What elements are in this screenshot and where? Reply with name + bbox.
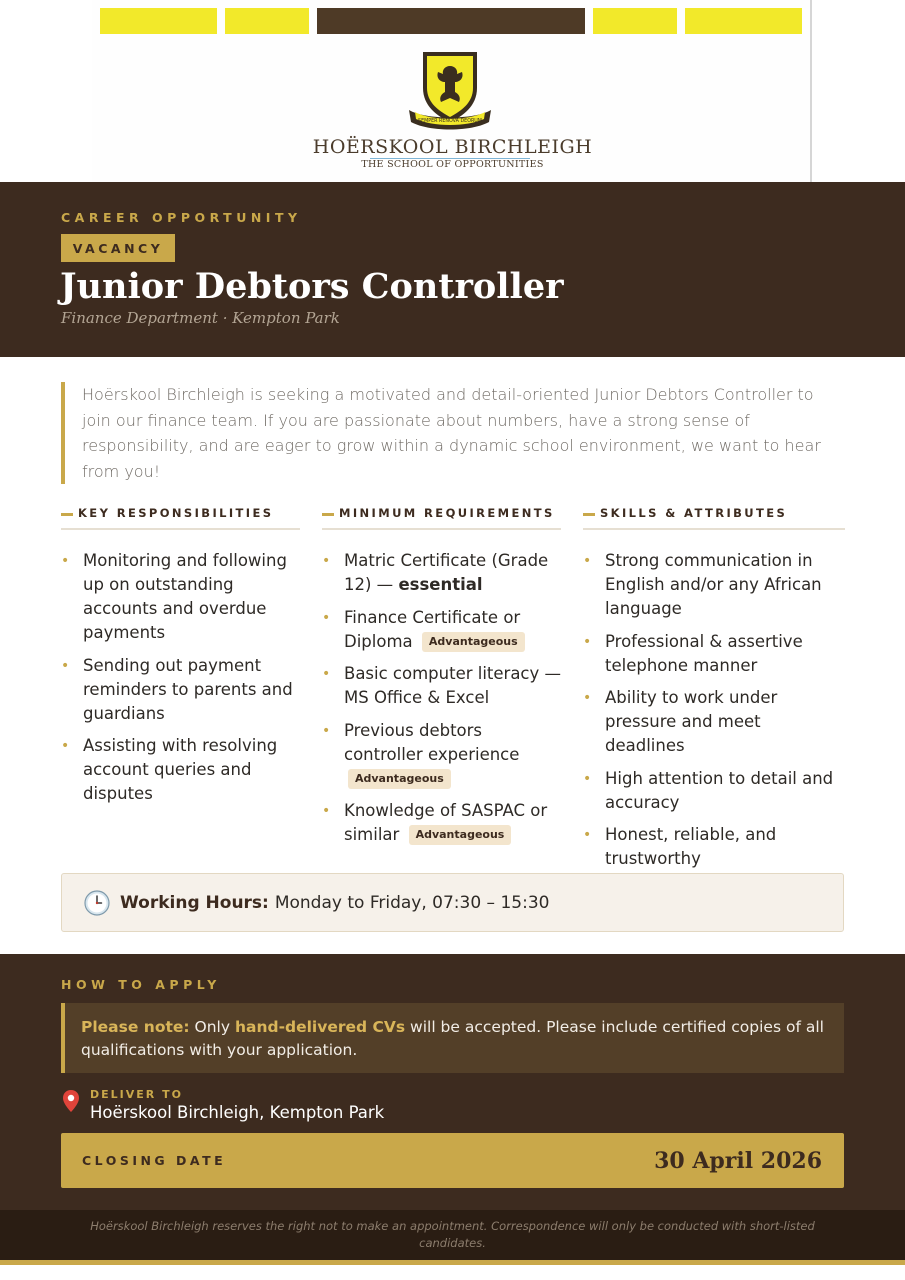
closing-date-bar: [61, 1133, 844, 1188]
school-banner: [0, 0, 905, 182]
list-item: [61, 654, 300, 726]
list-item-text: Monitoring and following up on outstanding accounts and overdue payments: [83, 551, 287, 642]
list-item-text: Basic computer literacy — MS Office & Excel: [344, 664, 562, 707]
bullet: •: [322, 722, 331, 739]
column-heading-text: KEY RESPONSIBILITIES: [78, 506, 274, 520]
list-item-text: Professional & assertive telephone manner: [605, 631, 803, 675]
list-item: [583, 686, 845, 758]
hero-eyebrow: CAREER OPPORTUNITY: [61, 210, 302, 225]
bullet: •: [322, 553, 331, 569]
bullet: •: [583, 770, 592, 787]
requirements-column: [322, 506, 561, 856]
banner-stripe: [685, 8, 802, 34]
list-item: [583, 630, 845, 678]
column-heading: [61, 506, 300, 530]
apply-eyebrow: HOW TO APPLY: [61, 977, 221, 992]
intro-paragraph: Hoërskool Birchleigh is seeking a motivated and detail-oriented Junior Debtors Controller to join our finance team. If you are passionate about numbers, have a strong sense of responsibility, and are eager to grow within a dynamic school environment, we want to hear from you!: [61, 382, 831, 484]
hero-section: [0, 182, 905, 357]
requirements-list: [322, 549, 561, 847]
banner-stripe: [225, 8, 309, 34]
heading-dash: [322, 513, 334, 516]
essential-label: essential: [398, 575, 483, 594]
list-item-text: Ability to work under pressure and meet deadlines: [605, 688, 778, 755]
note-mid: Only: [189, 1018, 235, 1036]
bullet: •: [583, 633, 592, 650]
bullet: •: [583, 827, 592, 843]
job-title: Junior Debtors Controller: [60, 266, 564, 307]
heading-dash: [583, 513, 595, 516]
crest-motto: SEMPER RENOVA DEORUM: [418, 119, 482, 124]
deliver-label: DELIVER TO: [90, 1088, 183, 1101]
working-hours-box: [61, 873, 844, 932]
map-pin-icon: [61, 1089, 81, 1113]
bullet: •: [322, 666, 331, 682]
list-item: [322, 662, 561, 710]
responsibilities-list: [61, 549, 300, 806]
advantageous-badge: Advantageous: [409, 825, 512, 845]
column-heading-text: MINIMUM REQUIREMENTS: [339, 506, 555, 520]
how-to-apply-section: [0, 954, 905, 1210]
list-item-text: Previous debtors controller experience: [344, 720, 520, 764]
bullet: •: [583, 690, 592, 706]
note-prefix: Please note:: [81, 1018, 190, 1036]
closing-date-label: CLOSING DATE: [82, 1153, 227, 1168]
deliver-address: Hoërskool Birchleigh, Kempton Park: [90, 1103, 385, 1122]
banner-stripe: [100, 8, 217, 34]
list-item: [61, 734, 300, 806]
bullet: •: [583, 553, 592, 569]
banner-stripe: [317, 8, 585, 34]
list-item-text: Honest, reliable, and trustworthy: [605, 825, 777, 868]
list-item: [322, 719, 561, 791]
list-item-text: Assisting with resolving account queries and disputes: [83, 736, 278, 803]
advantageous-badge: Advantageous: [348, 769, 451, 789]
bullet: •: [61, 738, 70, 754]
responsibilities-column: [61, 506, 300, 815]
list-item: [322, 549, 561, 597]
bullet: •: [322, 609, 331, 626]
column-heading: [322, 506, 561, 530]
vacancy-badge: VACANCY: [61, 234, 175, 262]
school-tagline: THE SCHOOL OF OPPORTUNITIES: [361, 159, 544, 170]
list-item-text: Knowledge of SASPAC or similar: [344, 801, 548, 844]
list-item: [583, 549, 845, 621]
deliver-to: [61, 1088, 384, 1122]
list-item: [322, 799, 561, 847]
note-rest: will be accepted. Please include certified copies of all qualifications with your application.: [81, 1018, 824, 1059]
bullet: •: [322, 803, 331, 819]
school-name: HOËRSKOOL BIRCHLEIGH: [312, 136, 593, 158]
footer-disclaimer: [0, 1210, 905, 1260]
list-item: [583, 823, 845, 871]
list-item-text: Matric Certificate (Grade 12) —: [344, 551, 549, 594]
column-heading: [583, 506, 845, 530]
list-item: [61, 549, 300, 645]
working-hours-value: Monday to Friday, 07:30 – 15:30: [274, 892, 550, 913]
skills-list: [583, 549, 845, 871]
list-item: [322, 606, 561, 654]
list-item-text: High attention to detail and accuracy: [605, 768, 834, 812]
heading-dash: [61, 513, 73, 516]
footer-text: Hoërskool Birchleigh reserves the right not to make an appointment. Correspondence will only be conducted with short-listed candidates.: [90, 1219, 815, 1250]
list-item-text: Sending out payment reminders to parents and guardians: [83, 655, 293, 723]
list-item-text: Strong communication in English and/or any African language: [605, 551, 822, 618]
clock-icon: [84, 890, 110, 916]
working-hours-label: Working Hours:: [120, 892, 269, 913]
job-subtitle: Finance Department · Kempton Park: [61, 309, 340, 327]
footer-gold-line: [0, 1260, 905, 1265]
list-item-text: Finance Certificate or Diploma: [344, 607, 521, 651]
skills-column: [583, 506, 845, 880]
application-note: [61, 1003, 844, 1073]
closing-date-value: 30 April 2026: [654, 1147, 822, 1174]
bullet: •: [61, 553, 70, 569]
banner-stripe: [593, 8, 677, 34]
note-highlight: hand-delivered CVs: [234, 1018, 406, 1036]
list-item: [583, 767, 845, 815]
school-crest-icon: [405, 48, 495, 136]
bullet: •: [61, 657, 70, 674]
advantageous-badge: Advantageous: [422, 632, 525, 652]
column-heading-text: SKILLS & ATTRIBUTES: [600, 506, 788, 520]
